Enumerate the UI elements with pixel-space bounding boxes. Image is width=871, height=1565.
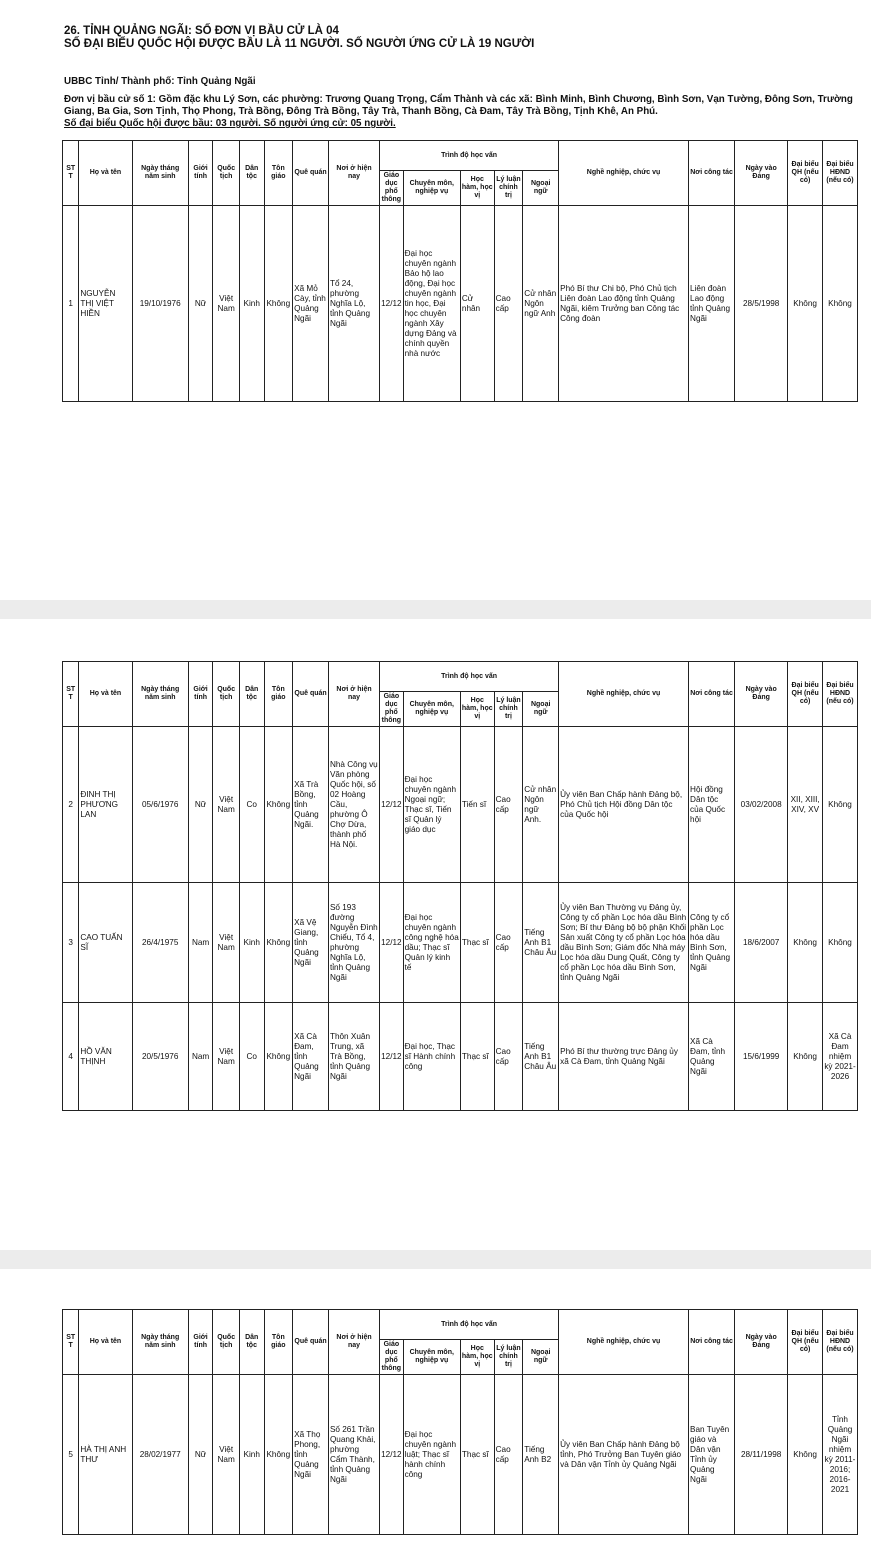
header-ethnic: Dân tộc	[239, 1310, 264, 1375]
cell-residence: Số 193 đường Nguyễn Đình Chiểu, Tổ 4, phường Nghĩa Lộ, tỉnh Quảng Ngãi	[328, 883, 379, 1003]
candidate-row	[63, 727, 858, 883]
header-occupation: Nghề nghiệp, chức vụ	[559, 141, 689, 206]
header-hometown: Quê quán	[293, 1310, 329, 1375]
cell-political: Cao cấp	[494, 1375, 523, 1535]
header-name: Họ và tên	[79, 662, 132, 727]
cell-residence: Thôn Xuân Trung, xã Trà Bồng, tỉnh Quảng Ngãi	[328, 1003, 379, 1111]
header-religion: Tôn giáo	[264, 1310, 293, 1375]
header-party-date: Ngày vào Đảng	[735, 141, 788, 206]
cell-council-delegate: Không	[823, 883, 858, 1003]
cell-language: Tiếng Anh B1 Châu Âu	[523, 1003, 559, 1111]
header-political: Lý luận chính trị	[494, 171, 523, 206]
cell-political: Cao cấp	[494, 1003, 523, 1111]
cell-name: NGUYỄN THỊ VIỆT HIỀN	[79, 206, 132, 402]
cell-stt: 2	[63, 727, 79, 883]
cell-occupation: Ủy viên Ban Chấp hành Đảng bộ, Phó Chủ tịch Hội đồng Dân tộc của Quốc hội	[559, 727, 689, 883]
header-stt: ST T	[63, 662, 79, 727]
cell-council-delegate: Không	[823, 206, 858, 402]
cell-academic: Cử nhân	[460, 206, 494, 402]
header-political: Lý luận chính trị	[494, 692, 523, 727]
header-council-delegate: Đại biểu HĐND (nếu có)	[823, 1310, 858, 1375]
header-political: Lý luận chính trị	[494, 1340, 523, 1375]
cell-political: Cao cấp	[494, 727, 523, 883]
cell-occupation: Ủy viên Ban Thường vụ Đảng ủy, Công ty cổ phần Lọc hóa dầu Bình Sơn; Bí thư Đảng bộ bộ phận Khối Sản xuất Công ty cổ phần Lọc hóa dầu Bình Sơn; Giám đốc Nhà máy Lọc hóa dầu Dung Quất, Công ty cổ phần Lọc hóa dầu Bình Sơn, tỉnh Quảng Ngãi	[559, 883, 689, 1003]
header-hometown: Quê quán	[293, 141, 329, 206]
header-residence: Nơi ở hiện nay	[328, 1310, 379, 1375]
header-council-delegate: Đại biểu HĐND (nếu có)	[823, 141, 858, 206]
cell-nationality: Việt Nam	[213, 1375, 240, 1535]
header-nationality: Quốc tịch	[213, 1310, 240, 1375]
cell-specialty: Đại học, Thạc sĩ Hành chính công	[403, 1003, 460, 1111]
cell-na-delegate: XII, XIII, XIV, XV	[788, 727, 823, 883]
cell-language: Tiếng Anh B2	[523, 1375, 559, 1535]
cell-religion: Không	[264, 727, 293, 883]
cell-na-delegate: Không	[788, 1375, 823, 1535]
header-workplace: Nơi công tác	[689, 1310, 735, 1375]
cell-occupation: Ủy viên Ban Chấp hành Đảng bộ tỉnh, Phó Trưởng Ban Tuyên giáo và Dân vận Tỉnh ủy Quảng Ngãi	[559, 1375, 689, 1535]
header-na-delegate: Đại biểu QH (nếu có)	[788, 141, 823, 206]
cell-stt: 5	[63, 1375, 79, 1535]
header-language: Ngoại ngữ	[523, 692, 559, 727]
cell-dob: 19/10/1976	[132, 206, 188, 402]
cell-general-edu: 12/12	[380, 206, 404, 402]
header-name: Họ và tên	[79, 141, 132, 206]
cell-dob: 26/4/1975	[132, 883, 188, 1003]
cell-academic: Thạc sĩ	[460, 883, 494, 1003]
cell-workplace: Hội đồng Dân tộc của Quốc hội	[689, 727, 735, 883]
cell-gender: Nam	[188, 1003, 213, 1111]
cell-na-delegate: Không	[788, 206, 823, 402]
header-na-delegate: Đại biểu QH (nếu có)	[788, 662, 823, 727]
unit-description: Đơn vị bầu cử số 1: Gồm đặc khu Lý Sơn, các phường: Trương Quang Trọng, Cẩm Thành và các xã: Bình Minh, Bình Chương, Bình Sơn, Vạn Tường, Đông Sơn, Trường Giang, Ba Gia, Sơn Tịnh, Thọ Phong, Trà Bồng, Đông Trà Bồng, Tây Trà, Thanh Bồng, Cà Đam, Tây Trà Bồng, Tịnh Khê, An Phú.	[64, 94, 853, 117]
cell-stt: 4	[63, 1003, 79, 1111]
cell-party-date: 28/5/1998	[735, 206, 788, 402]
seats-line: Số đại biểu Quốc hội được bầu: 03 người. Số người ứng cử: 05 người.	[64, 118, 396, 129]
cell-stt: 3	[63, 883, 79, 1003]
header-academic: Học hàm, học vị	[460, 692, 494, 727]
cell-nationality: Việt Nam	[213, 727, 240, 883]
committee-line: UBBC Tỉnh/ Thành phố: Tỉnh Quảng Ngãi	[64, 76, 256, 87]
cell-occupation: Phó Bí thư Chi bộ, Phó Chủ tịch Liên đoàn Lao động tỉnh Quảng Ngãi, kiêm Trưởng ban Công tác Công đoàn	[559, 206, 689, 402]
header-residence: Nơi ở hiện nay	[328, 141, 379, 206]
cell-council-delegate: Không	[823, 727, 858, 883]
cell-gender: Nam	[188, 883, 213, 1003]
candidate-table	[62, 1309, 858, 1535]
header-specialty: Chuyên môn, nghiệp vụ	[403, 1340, 460, 1375]
cell-language: Cử nhân Ngôn ngữ Anh	[523, 206, 559, 402]
header-religion: Tôn giáo	[264, 141, 293, 206]
candidate-row	[63, 1003, 858, 1111]
cell-ethnic: Co	[239, 1003, 264, 1111]
cell-language: Cử nhân Ngôn ngữ Anh.	[523, 727, 559, 883]
cell-party-date: 03/02/2008	[735, 727, 788, 883]
header-general-edu: Giáo dục phổ thông	[380, 692, 404, 727]
cell-general-edu: 12/12	[380, 1003, 404, 1111]
candidate-table	[62, 140, 858, 402]
cell-hometown: Xã Vệ Giang, tỉnh Quảng Ngãi	[293, 883, 329, 1003]
cell-nationality: Việt Nam	[213, 1003, 240, 1111]
cell-ethnic: Kinh	[239, 883, 264, 1003]
header-education-group: Trình độ học vấn	[380, 662, 559, 692]
cell-specialty: Đại học chuyên ngành công nghệ hóa dầu; Thạc sĩ Quản lý kinh tế	[403, 883, 460, 1003]
cell-dob: 05/6/1976	[132, 727, 188, 883]
header-gender: Giới tính	[188, 662, 213, 727]
header-nationality: Quốc tịch	[213, 662, 240, 727]
header-hometown: Quê quán	[293, 662, 329, 727]
cell-specialty: Đại học chuyên ngành Bảo hộ lao động, Đại học chuyên ngành tin học, Đại học chuyên ngành Xây dựng Đảng và chính quyền nhà nước	[403, 206, 460, 402]
cell-religion: Không	[264, 206, 293, 402]
cell-workplace: Xã Cà Đam, tỉnh Quảng Ngãi	[689, 1003, 735, 1111]
header-dob: Ngày tháng năm sinh	[132, 1310, 188, 1375]
header-academic: Học hàm, học vị	[460, 171, 494, 206]
cell-nationality: Việt Nam	[213, 206, 240, 402]
header-party-date: Ngày vào Đảng	[735, 1310, 788, 1375]
cell-gender: Nữ	[188, 206, 213, 402]
cell-na-delegate: Không	[788, 1003, 823, 1111]
cell-specialty: Đại học chuyên ngành luật; Thạc sĩ hành chính công	[403, 1375, 460, 1535]
cell-ethnic: Co	[239, 727, 264, 883]
cell-dob: 28/02/1977	[132, 1375, 188, 1535]
header-occupation: Nghề nghiệp, chức vụ	[559, 1310, 689, 1375]
header-ethnic: Dân tộc	[239, 662, 264, 727]
header-workplace: Nơi công tác	[689, 662, 735, 727]
title-line-1: 26. TỈNH QUẢNG NGÃI: SỐ ĐƠN VỊ BẦU CỬ LÀ 04	[64, 25, 339, 37]
header-gender: Giới tính	[188, 141, 213, 206]
cell-political: Cao cấp	[494, 206, 523, 402]
header-na-delegate: Đại biểu QH (nếu có)	[788, 1310, 823, 1375]
header-general-edu: Giáo dục phổ thông	[380, 1340, 404, 1375]
cell-religion: Không	[264, 1003, 293, 1111]
header-residence: Nơi ở hiện nay	[328, 662, 379, 727]
cell-general-edu: 12/12	[380, 727, 404, 883]
cell-party-date: 15/6/1999	[735, 1003, 788, 1111]
header-general-edu: Giáo dục phổ thông	[380, 171, 404, 206]
header-language: Ngoại ngữ	[523, 171, 559, 206]
cell-workplace: Công ty cổ phần Lọc hóa dầu Bình Sơn, tỉnh Quảng Ngãi	[689, 883, 735, 1003]
cell-general-edu: 12/12	[380, 1375, 404, 1535]
cell-nationality: Việt Nam	[213, 883, 240, 1003]
cell-academic: Thạc sĩ	[460, 1003, 494, 1111]
cell-political: Cao cấp	[494, 883, 523, 1003]
title-line-2: SỐ ĐẠI BIỂU QUỐC HỘI ĐƯỢC BẦU LÀ 11 NGƯỜI. SỐ NGƯỜI ỨNG CỬ LÀ 19 NGƯỜI	[64, 38, 535, 50]
cell-academic: Thạc sĩ	[460, 1375, 494, 1535]
candidate-row	[63, 1375, 858, 1535]
header-specialty: Chuyên môn, nghiệp vụ	[403, 692, 460, 727]
header-party-date: Ngày vào Đảng	[735, 662, 788, 727]
cell-specialty: Đại học chuyên ngành Ngoại ngữ; Thạc sĩ, Tiến sĩ Quản lý giáo dục	[403, 727, 460, 883]
cell-hometown: Xã Mỏ Cày, tỉnh Quảng Ngãi	[293, 206, 329, 402]
candidate-row	[63, 206, 858, 402]
cell-hometown: Xã Thọ Phong, tỉnh Quảng Ngãi	[293, 1375, 329, 1535]
header-stt: ST T	[63, 1310, 79, 1375]
cell-name: ĐINH THỊ PHƯƠNG LAN	[79, 727, 132, 883]
cell-party-date: 28/11/1998	[735, 1375, 788, 1535]
cell-religion: Không	[264, 883, 293, 1003]
cell-name: HÀ THỊ ANH THƯ	[79, 1375, 132, 1535]
header-education-group: Trình độ học vấn	[380, 141, 559, 171]
cell-residence: Nhà Công vụ Văn phòng Quốc hội, số 02 Hoàng Cầu, phường Ô Chợ Dừa, thành phố Hà Nội.	[328, 727, 379, 883]
header-occupation: Nghề nghiệp, chức vụ	[559, 662, 689, 727]
cell-council-delegate: Tỉnh Quảng Ngãi nhiệm kỳ 2011-2016; 2016-2021	[823, 1375, 858, 1535]
cell-occupation: Phó Bí thư thường trực Đảng ủy xã Cà Đam, tỉnh Quảng Ngãi	[559, 1003, 689, 1111]
header-ethnic: Dân tộc	[239, 141, 264, 206]
candidate-table	[62, 661, 858, 1111]
cell-hometown: Xã Trà Bồng, tỉnh Quảng Ngãi.	[293, 727, 329, 883]
unit-info	[64, 76, 864, 130]
cell-workplace: Ban Tuyên giáo và Dân vận Tỉnh ủy Quảng Ngãi	[689, 1375, 735, 1535]
cell-religion: Không	[264, 1375, 293, 1535]
header-gender: Giới tính	[188, 1310, 213, 1375]
cell-gender: Nữ	[188, 727, 213, 883]
cell-ethnic: Kinh	[239, 1375, 264, 1535]
header-workplace: Nơi công tác	[689, 141, 735, 206]
candidate-row	[63, 883, 858, 1003]
cell-na-delegate: Không	[788, 883, 823, 1003]
cell-name: CAO TUẤN SĨ	[79, 883, 132, 1003]
header-academic: Học hàm, học vị	[460, 1340, 494, 1375]
header-nationality: Quốc tịch	[213, 141, 240, 206]
header-specialty: Chuyên môn, nghiệp vụ	[403, 171, 460, 206]
header-dob: Ngày tháng năm sinh	[132, 141, 188, 206]
cell-residence: Số 261 Trần Quang Khải, phường Cẩm Thành, tỉnh Quảng Ngãi	[328, 1375, 379, 1535]
cell-gender: Nữ	[188, 1375, 213, 1535]
cell-name: HỒ VĂN THỊNH	[79, 1003, 132, 1111]
header-education-group: Trình độ học vấn	[380, 1310, 559, 1340]
header-stt: ST T	[63, 141, 79, 206]
cell-dob: 20/5/1976	[132, 1003, 188, 1111]
header-language: Ngoại ngữ	[523, 1340, 559, 1375]
header-dob: Ngày tháng năm sinh	[132, 662, 188, 727]
cell-ethnic: Kinh	[239, 206, 264, 402]
cell-workplace: Liên đoàn Lao động tỉnh Quảng Ngãi	[689, 206, 735, 402]
cell-stt: 1	[63, 206, 79, 402]
cell-party-date: 18/6/2007	[735, 883, 788, 1003]
cell-academic: Tiến sĩ	[460, 727, 494, 883]
cell-residence: Tổ 24, phường Nghĩa Lộ, tỉnh Quảng Ngãi	[328, 206, 379, 402]
header-council-delegate: Đại biểu HĐND (nếu có)	[823, 662, 858, 727]
header-religion: Tôn giáo	[264, 662, 293, 727]
cell-general-edu: 12/12	[380, 883, 404, 1003]
cell-language: Tiếng Anh B1 Châu Âu	[523, 883, 559, 1003]
header-name: Họ và tên	[79, 1310, 132, 1375]
document-title	[64, 25, 864, 51]
cell-hometown: Xã Cà Đam, tỉnh Quảng Ngãi	[293, 1003, 329, 1111]
cell-council-delegate: Xã Cà Đam nhiệm kỳ 2021-2026	[823, 1003, 858, 1111]
